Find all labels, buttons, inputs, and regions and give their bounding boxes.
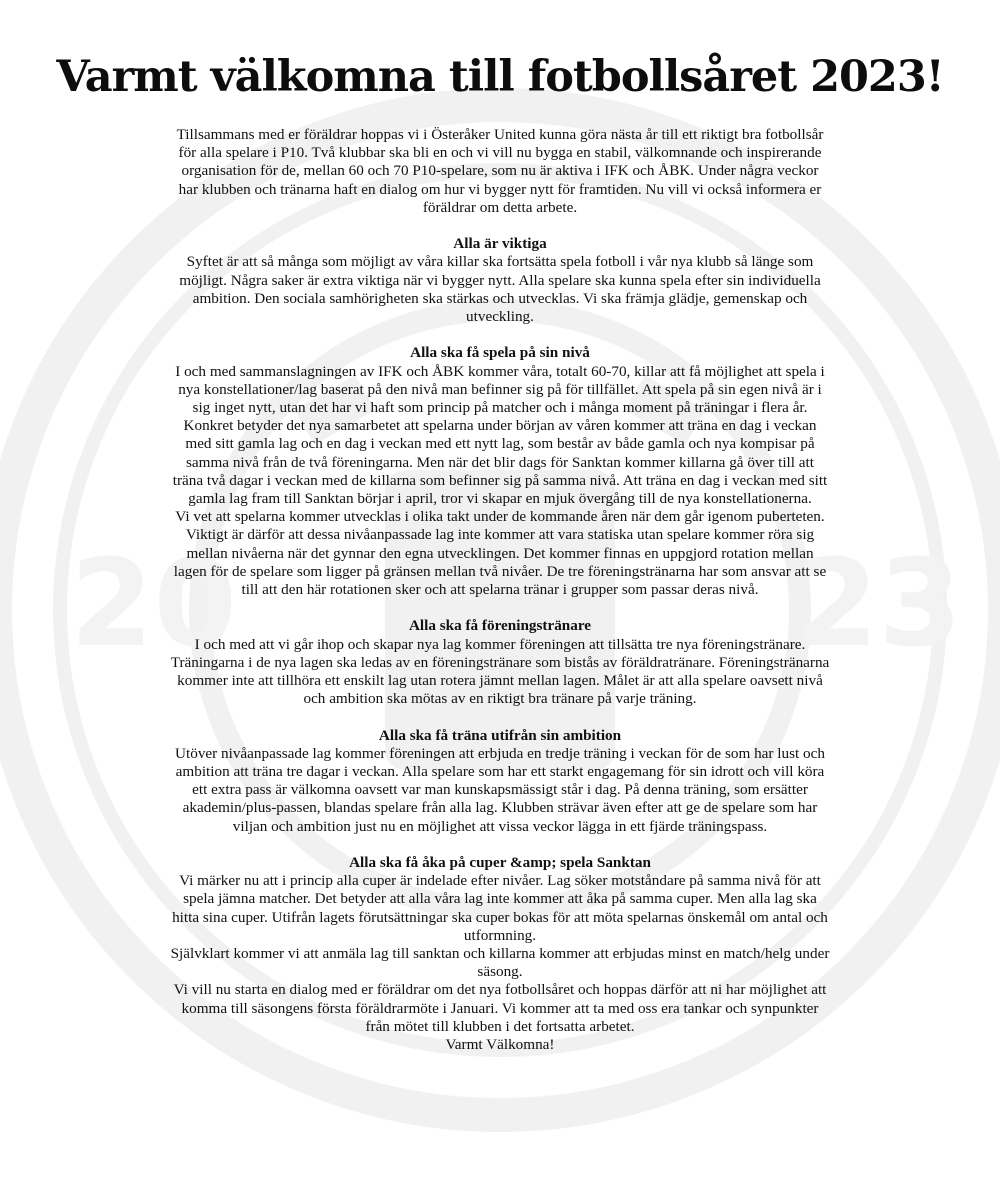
section-paragraph: I och med sammanslagningen av IFK och ÅBK kommer våra, totalt 60-70, killar att få möjlighet att spela i nya konstellationer/lag baserat på den nivå man befinner sig på för tillfället. Att spela på sin egen nivå är i sig inget nytt, utan det har vi haft som princip på matcher och i många moment på träningar i flera år. Konkret betyder det nya samarbetet att spelarna under början av våren kommer att träna en dag i veckan med sitt gamla lag och en dag i veckan med ett nytt lag, som består av både gamla och nya kompisar på samma nivå från de två föreningarna. Men när det blir dags för Sanktan kommer killarna gå över till att träna två dagar i veckan med de killarna som befinner sig på samma nivå. Att träna en dag i veckan med sitt gamla lag fram till Sanktan börjar i april, tror vi skapar en mjuk övergång till de nya konstellationerna. (172, 362, 828, 508)
section-foreningstranare (170, 617, 830, 708)
section-paragraph: Självklart kommer vi att anmäla lag till sanktan och killarna kommer att erbjudas minst en match/helg under säsong. (170, 945, 830, 981)
section-paragraph: Utöver nivåanpassade lag kommer föreningen att erbjuda en tredje träning i veckan för de som har lust och ambition att träna tre dagar i veckan. Alla spelare som har ett starkt engagemang för sin idrott och vill köra ett extra pass är välkomna oavsett var man kunskapsmässigt står i dag. På denna träning, som ersätter akademin/plus-passen, blandas spelare från alla lag. Klubben strävar även efter att ge de spelare som har viljan och ambition just nu en möjlighet att vissa veckor lägga in ett fjärde träningspass. (175, 744, 825, 835)
section-heading: Alla är viktiga (453, 235, 547, 253)
section-heading: Alla ska få spela på sin nivå (410, 344, 590, 362)
section-cuper-sanktan (170, 854, 830, 1036)
section-alla-ar-viktiga (170, 235, 830, 326)
section-heading: Alla ska få träna utifrån sin ambition (378, 726, 622, 744)
section-heading: Alla ska få åka på cuper &amp; spela Sanktan (349, 854, 651, 872)
section-trana-utifran-ambition (170, 727, 830, 836)
watermark-year-right: 23 (795, 535, 962, 674)
section-paragraph: Vi vill nu starta en dialog med er föräldrar om det nya fotbollsåret och hoppas därför att ni har möjlighet att komma till säsongens första föräldrarmöte i Januari. Vi kommer att ta med oss era tankar och synpunkter från mötet till klubben i det fortsatta arbetet. (173, 981, 827, 1035)
page-title: Varmt välkomna till fotbollsåret 2023! (56, 52, 944, 102)
section-spela-pa-sin-niva (170, 344, 830, 599)
section-paragraph: Vi märker nu att i princip alla cuper är indelade efter nivåer. Lag söker motståndare på samma nivå för att spela jämna matcher. Det betyder att alla våra lag inte kommer att åka på samma cuper. Men alla lag ska hitta sina cuper. Utifrån lagets förutsättningar ska cuper bokas för att möta spelarnas önskemål om antal och utformning. (172, 872, 828, 944)
section-paragraph: Vi vet att spelarna kommer utvecklas i olika takt under de kommande åren när dem går igenom puberteten. Viktigt är därför att dessa nivåanpassade lag inte kommer att vara statiska utan spelare kommer röra sig mellan nivåerna när det gynnar den egna utvecklingen. Det kommer finnas en uppgjord rotation mellan lagen för de spelare som ligger på gränsen mellan två nivåer. De tre föreningstränarna har som ansvar att se till att den här rotationen sker och att spelarna tränar i grupper som passar deras nivå. (173, 508, 827, 599)
document-body (170, 126, 830, 1054)
intro-paragraph: Tillsammans med er föräldrar hoppas vi i Österåker United kunna göra nästa år till ett riktigt bra fotbollsår för alla spelare i P10. Två klubbar ska bli en och vi vill nu bygga en stabil, välkomnande och inspirerande organisation för de, mellan 60 och 70 P10-spelare, som nu är aktiva i IFK och ÅBK. Under några veckor har klubben och tränarna haft en dialog om hur vi bygger nytt för framtiden. Nu vill vi också informera er föräldrar om detta arbete. (176, 126, 824, 216)
section-heading: Alla ska få föreningstränare (408, 617, 592, 635)
section-paragraph: Syftet är att så många som möjligt av våra killar ska fortsätta spela fotboll i vår nya klubb så länge som möjligt. Några saker är extra viktiga när vi bygger nytt. Alla spelare ska kunna spela efter sin individuella ambition. Den sociala samhörigheten ska stärkas och utvecklas. Vi ska främja glädje, gemenskap och utveckling. (179, 253, 821, 326)
section-paragraph: I och med att vi går ihop och skapar nya lag kommer föreningen att tillsätta tre nya föreningstränare. Träningarna i de nya lagen ska ledas av en föreningstränare som bistås av föräldratränare. Föreningstränarna kommer inte att tillhöra ett enskilt lag utan rotera jämnt mellan lagen. Målet är att alla spelare oavsett nivå och ambition ska mötas av en riktigt bra tränare på varje träning. (170, 635, 830, 708)
closing-line: Varmt Välkomna! (445, 1036, 555, 1054)
watermark-year-left: 20 (70, 535, 237, 674)
